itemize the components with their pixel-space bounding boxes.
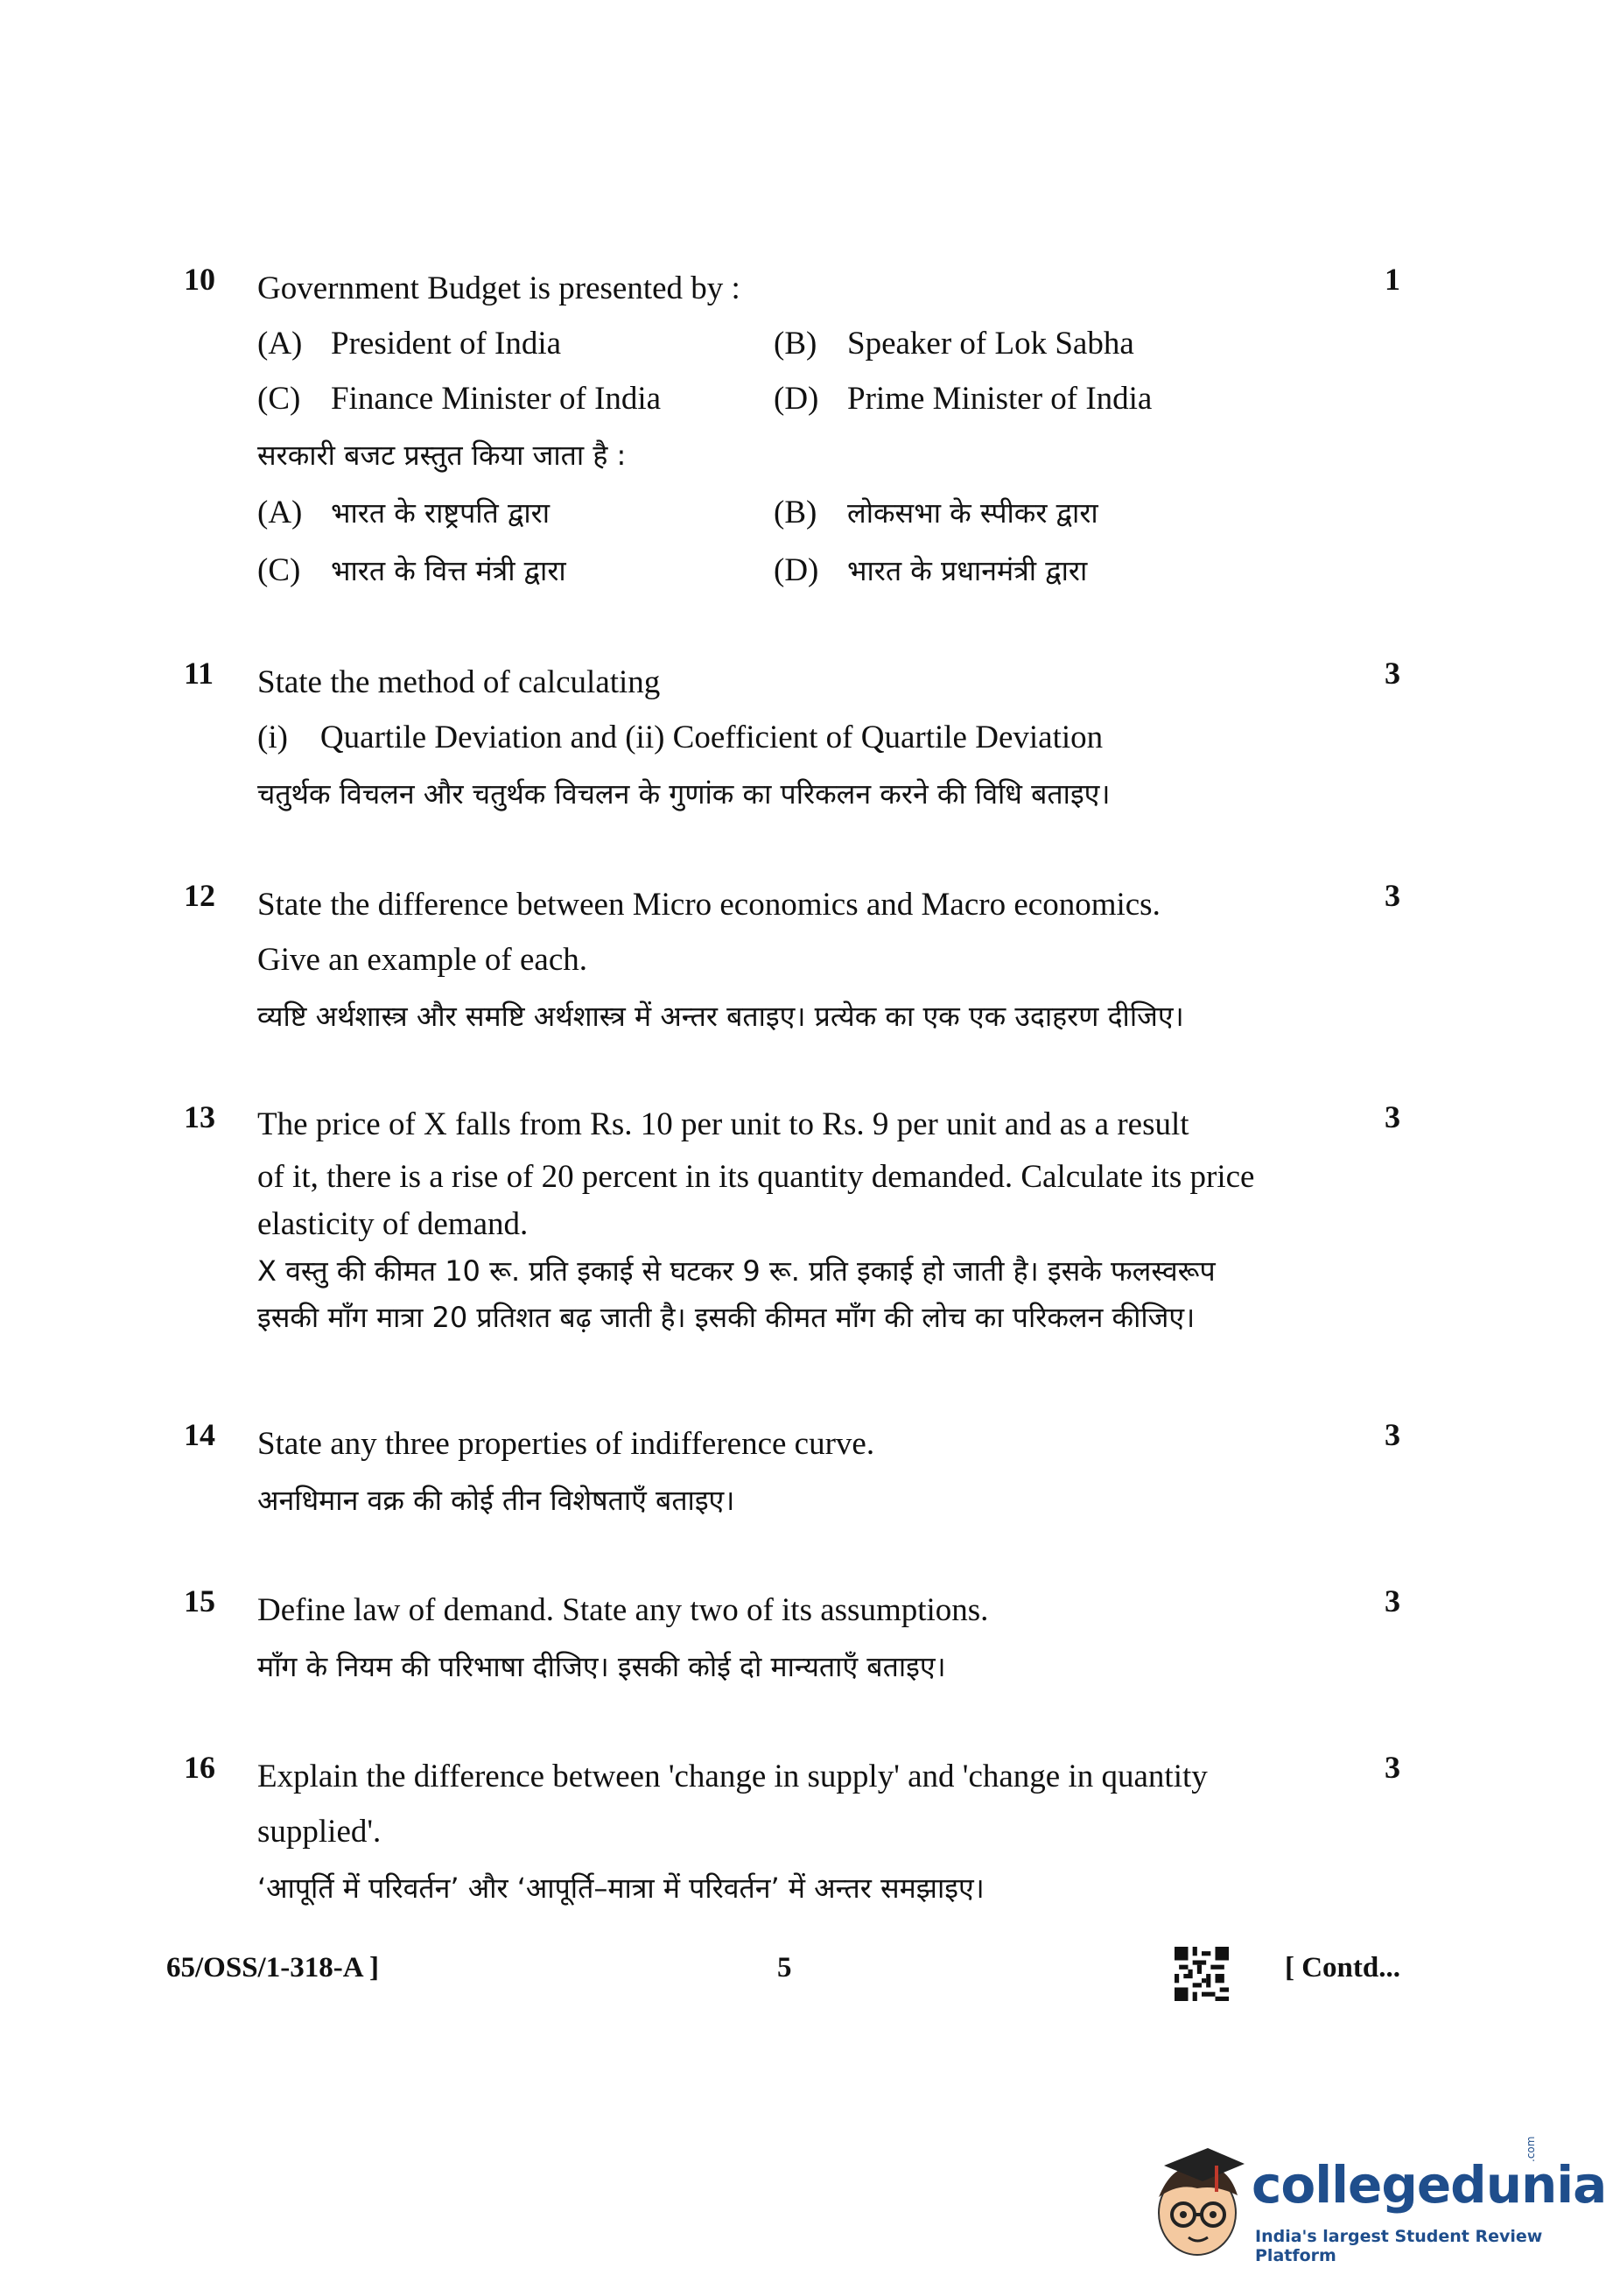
- options-en: [257, 316, 1343, 426]
- question-marks: 3: [1385, 1417, 1400, 1452]
- question-number: 13: [184, 1099, 215, 1134]
- option-d-hi: (D) भारत के प्रधानमंत्री द्वारा: [774, 552, 1088, 588]
- question-text-hi: ‘आपूर्ति में परिवर्तन’ और ‘आपूर्ति–मात्रा में परिवर्तन’ में अन्तर समझाइए।: [257, 1871, 985, 1905]
- brand-name: collegedunia: [1252, 2155, 1606, 2215]
- question-text-hi: सरकारी बजट प्रस्तुत किया जाता है :: [257, 439, 627, 472]
- option-a-hi: (A) भारत के राष्ट्रपति द्वारा: [257, 495, 551, 530]
- question-marks: 3: [1385, 1583, 1400, 1618]
- brand-tagline: India's largest Student Review Platform: [1255, 2227, 1543, 2265]
- options-hi: [257, 484, 1343, 600]
- question-number: 15: [184, 1583, 215, 1618]
- question-text-en: State the method of calculating: [257, 664, 661, 700]
- question-text-hi: अनधिमान वक्र की कोई तीन विशेषताएँ बताइए।: [257, 1484, 735, 1517]
- question-text-en: Explain the difference between 'change in supply' and 'change in quantity: [257, 1759, 1208, 1794]
- page-number: 5: [777, 1952, 792, 1984]
- continued-label: [ Contd...: [1284, 1952, 1400, 1984]
- question-text-en: Government Budget is presented by :: [257, 270, 740, 306]
- page-footer: [166, 1952, 1400, 2005]
- student-mascot-icon: [1147, 2136, 1252, 2276]
- question-text-en: (i) Quartile Deviation and (ii) Coefficient of Quartile Deviation: [257, 720, 1104, 755]
- question-number: 10: [184, 262, 215, 297]
- question-number: 14: [184, 1417, 215, 1452]
- brand-domain: .com: [1525, 2136, 1537, 2162]
- option-b: (B) Speaker of Lok Sabha: [774, 326, 1134, 362]
- question-text-hi: X वस्तु की कीमत 10 रू. प्रति इकाई से घटकर 9 रू. प्रति इकाई हो जाती है। इसके फलस्वरूप: [257, 1254, 1216, 1288]
- question-number: 11: [184, 656, 214, 691]
- collegedunia-watermark: [1147, 2136, 1606, 2276]
- question-text-en: of it, there is a rise of 20 percent in its quantity demanded. Calculate its price: [257, 1159, 1255, 1195]
- question-text-en: Give an example of each.: [257, 942, 588, 978]
- question-text-en: State the difference between Micro economics and Macro economics.: [257, 887, 1161, 923]
- option-c-hi: (C) भारत के वित्त मंत्री द्वारा: [257, 552, 566, 588]
- option-d: (D) Prime Minister of India: [774, 381, 1153, 417]
- question-text-en: elasticity of demand.: [257, 1206, 529, 1242]
- question-text-hi: चतुर्थक विचलन और चतुर्थक विचलन के गुणांक का परिकलन करने की विधि बताइए।: [257, 777, 1111, 811]
- question-marks: 1: [1385, 262, 1400, 297]
- question-text-hi: माँग के नियम की परिभाषा दीजिए। इसकी कोई दो मान्यताएँ बताइए।: [257, 1650, 946, 1683]
- option-a: (A) President of India: [257, 326, 562, 362]
- question-number: 12: [184, 878, 215, 913]
- question-marks: 3: [1385, 878, 1400, 913]
- question-text-en: The price of X falls from Rs. 10 per unit to Rs. 9 per unit and as a result: [257, 1106, 1189, 1142]
- paper-code: 65/OSS/1-318-A ]: [166, 1952, 379, 1984]
- question-text-en: State any three properties of indifference curve.: [257, 1426, 875, 1462]
- option-b-hi: (B) लोकसभा के स्पीकर द्वारा: [774, 495, 1098, 530]
- question-marks: 3: [1385, 1750, 1400, 1785]
- question-marks: 3: [1385, 1099, 1400, 1134]
- question-text-en: Define law of demand. State any two of its assumptions.: [257, 1592, 989, 1628]
- option-c: (C) Finance Minister of India: [257, 381, 662, 417]
- question-marks: 3: [1385, 656, 1400, 691]
- question-text-hi: व्यष्टि अर्थशास्त्र और समष्टि अर्थशास्त्र में अन्तर बताइए। प्रत्येक का एक एक उदाहरण दीजिए।: [257, 1000, 1184, 1033]
- question-text-hi: इसकी माँग मात्रा 20 प्रतिशत बढ़ जाती है। इसकी कीमत माँग की लोच का परिकलन कीजिए।: [257, 1301, 1196, 1334]
- question-number: 16: [184, 1750, 215, 1785]
- question-text-en: supplied'.: [257, 1814, 382, 1850]
- qr-code-icon: [1175, 1947, 1229, 2001]
